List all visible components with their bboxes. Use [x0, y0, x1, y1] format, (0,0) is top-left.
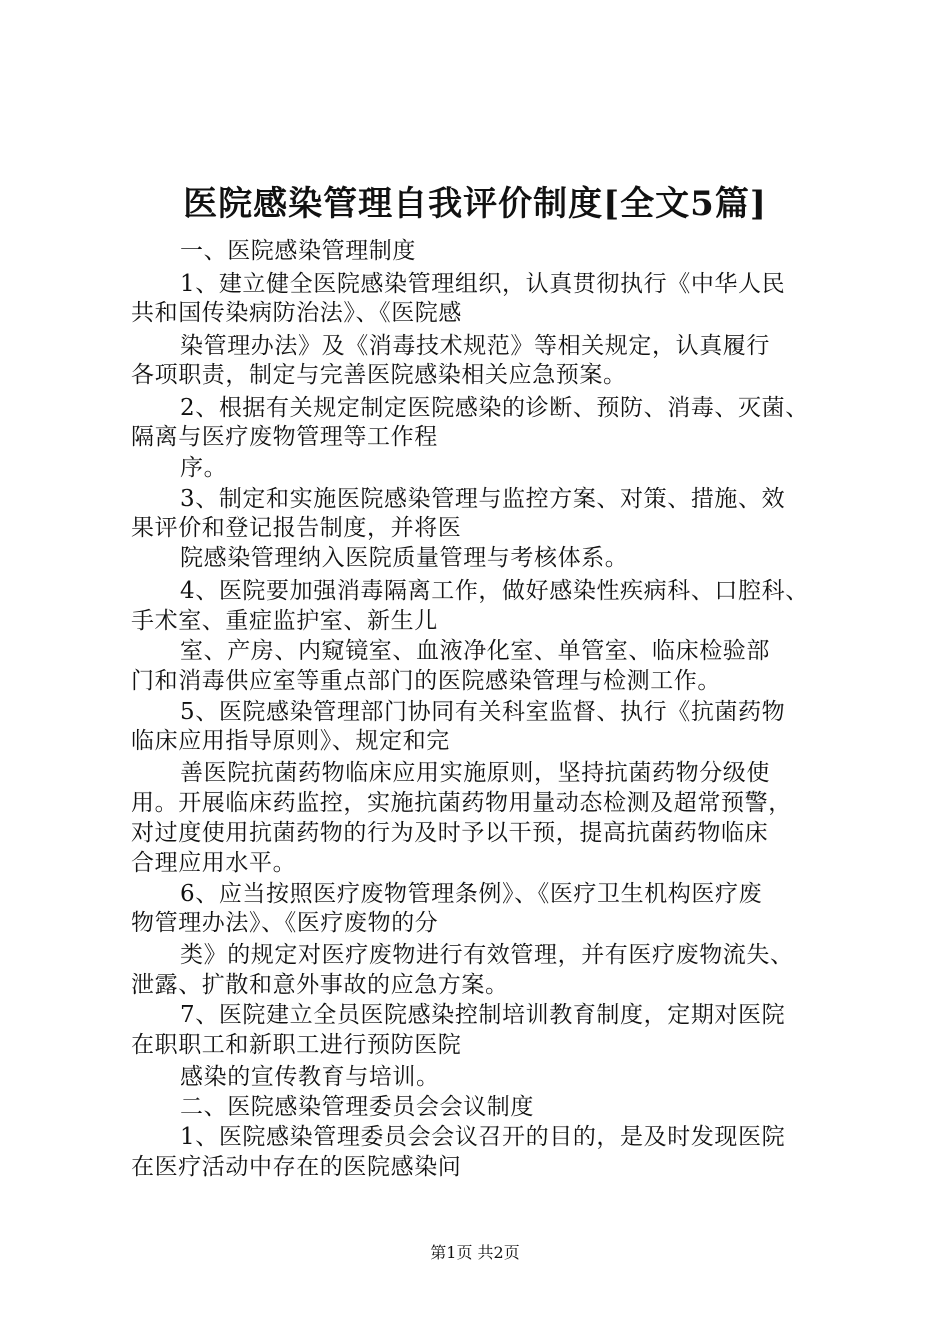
text-line: 一、医院感染管理制度 [180, 238, 416, 264]
text-line: 二、医院感染管理委员会会议制度 [180, 1094, 534, 1120]
text-line: 7、医院建立全员医院感染控制培训教育制度，定期对医院 [180, 1002, 786, 1028]
text-line: 手术室、重症监护室、新生儿 [131, 608, 438, 634]
text-line: 序。 [180, 455, 228, 481]
text-line: 感染的宣传教育与培训。 [180, 1064, 440, 1090]
text-line: 1、医院感染管理委员会会议召开的目的，是及时发现医院 [180, 1124, 786, 1150]
text-line: 临床应用指导原则》、规定和完 [131, 728, 450, 754]
text-line: 院感染管理纳入医院质量管理与考核体系。 [180, 545, 629, 571]
text-line: 用。开展临床药监控，实施抗菌药物用量动态检测及超常预警， [131, 790, 792, 816]
text-line: 2、根据有关规定制定医院感染的诊断、预防、消毒、灭菌、 [180, 395, 809, 421]
text-line: 隔离与医疗废物管理等工作程 [131, 424, 438, 450]
text-line: 各项职责，制定与完善医院感染相关应急预案。 [131, 362, 627, 388]
text-line: 3、制定和实施医院感染管理与监控方案、对策、措施、效 [180, 486, 786, 512]
text-line: 5、医院感染管理部门协同有关科室监督、执行《抗菌药物 [180, 699, 786, 725]
text-line: 染管理办法》及《消毒技术规范》等相关规定，认真履行 [180, 333, 770, 359]
text-line: 物管理办法》、《医疗废物的分 [131, 910, 439, 936]
text-line: 室、产房、内窥镜室、血液净化室、单管室、临床检验部 [180, 638, 770, 664]
text-line: 1、建立健全医院感染管理组织，认真贯彻执行《中华人民 [180, 271, 786, 297]
text-line: 合理应用水平。 [131, 850, 297, 876]
text-line: 善医院抗菌药物临床应用实施原则，坚持抗菌药物分级使 [180, 760, 770, 786]
text-line: 在职职工和新职工进行预防医院 [131, 1032, 462, 1058]
text-line: 6、应当按照医疗废物管理条例》、《医疗卫生机构医疗废 [180, 881, 763, 907]
text-line: 在医疗活动中存在的医院感染问 [131, 1154, 462, 1180]
page-number: 第1页 共2页 [430, 1243, 520, 1262]
text-line: 类》的规定对医疗废物进行有效管理，并有医疗废物流失、 [180, 942, 794, 968]
document-title: 医院感染管理自我评价制度[全文5篇] [183, 184, 767, 224]
text-line: 共和国传染病防治法》、《医院感 [131, 300, 462, 326]
text-line: 果评价和登记报告制度，并将医 [131, 515, 462, 541]
text-line: 4、医院要加强消毒隔离工作，做好感染性疾病科、口腔科、 [180, 578, 809, 604]
text-line: 门和消毒供应室等重点部门的医院感染管理与检测工作。 [131, 668, 721, 694]
text-line: 泄露、扩散和意外事故的应急方案。 [131, 972, 509, 998]
text-line: 对过度使用抗菌药物的行为及时予以干预，提高抗菌药物临床 [131, 820, 769, 846]
